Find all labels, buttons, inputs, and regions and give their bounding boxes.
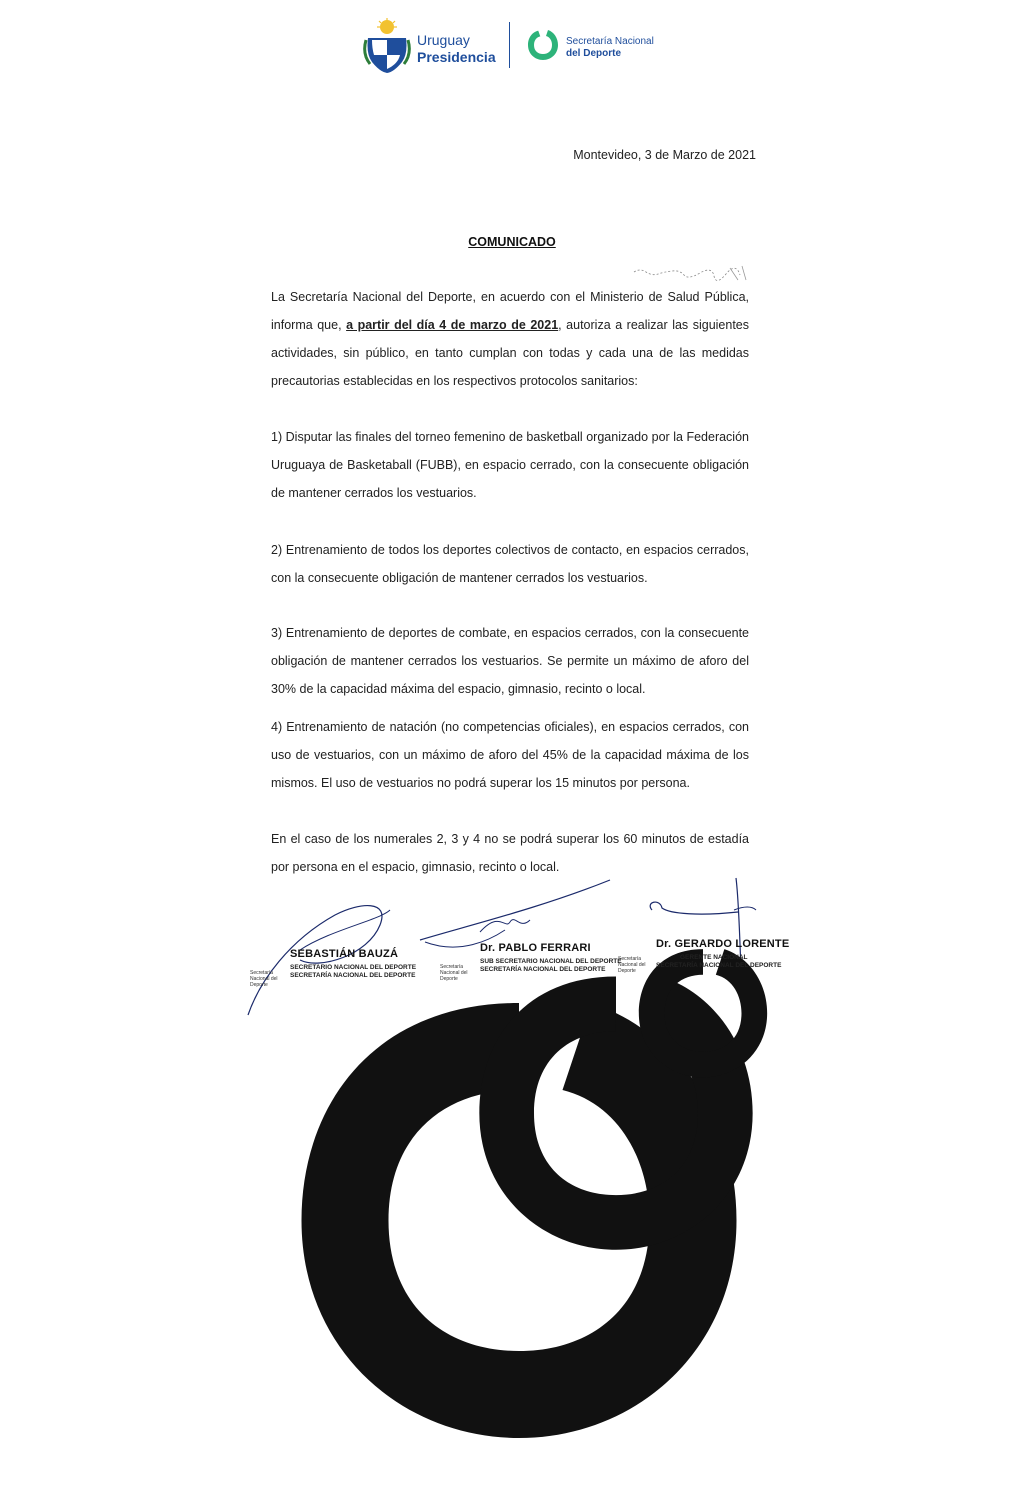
signatory-institution: SECRETARÍA NACIONAL DEL DEPORTE [656, 962, 782, 969]
signatory-name: Dr. GERARDO LORENTE [656, 938, 790, 950]
signatory-name: Dr. PABLO FERRARI [480, 942, 591, 954]
signatory-logo-caption: Secretaría Nacional del Deporte [618, 956, 646, 974]
signatory-logo-caption: Secretaría Nacional del Deporte [250, 970, 278, 988]
intro-paragraph [271, 283, 749, 395]
closing-paragraph: En el caso de los numerales 2, 3 y 4 no se podrá superar los 60 minutos de estadía por persona en el espacio, gimnasio, recinto o local. [271, 832, 749, 874]
snd-logo-icon [525, 26, 561, 64]
letterhead [362, 16, 662, 78]
date-line: Montevideo, 3 de Marzo de 2021 [573, 148, 756, 162]
uruguay-title: Uruguay [417, 32, 470, 48]
list-item: 1) Disputar las finales del torneo femenino de basketball organizado por la Federación Uruguaya de Basketaball (FUBB), en espacio cerrado, con la consecuente obligación de mantener cerrados los vestuarios. [271, 430, 749, 500]
signatory-role: SUB SECRETARIO NACIONAL DEL DEPORTE [480, 958, 622, 965]
signatory-institution: SECRETARÍA NACIONAL DEL DEPORTE [290, 972, 416, 979]
list-item: 4) Entrenamiento de natación (no competencias oficiales), en espacios cerrados, con uso de vestuarios, con un máximo de aforo del 45% de la capacidad máxima de los mismos. El uso de vestuarios no podrá superar los 15 minutos por persona. [271, 720, 749, 790]
list-item: 2) Entrenamiento de todos los deportes colectivos de contacto, en espacios cerrados, con la consecuente obligación de mantener cerrados los vestuarios. [271, 543, 749, 585]
effective-date-highlight: a partir del día 4 de marzo de 2021 [346, 318, 559, 332]
signature-area [240, 870, 790, 1020]
list-item: 3) Entrenamiento de deportes de combate, en espacios cerrados, con la consecuente obligación de mantener cerrados los vestuarios. Se permite un máximo de aforo del 30% de la capacidad máxima del espacio, gimnasio, recinto o local. [271, 626, 749, 696]
coat-of-arms-icon [362, 18, 412, 74]
document-title: COMUNICADO [468, 235, 556, 249]
snd-title-line1: Secretaría Nacional [566, 36, 654, 47]
signatory-name: SEBASTIÁN BAUZÁ [290, 948, 399, 960]
presidencia-title: Presidencia [417, 49, 496, 65]
header-divider [509, 22, 510, 68]
intro-text-end: , autoriza a realizar las siguientes actividades, sin público, en tanto cumplan con todas y cada una de las medidas precautorias establecidas en los respectivos protocolos sanitarios: [271, 318, 749, 388]
signatory-role: GERENTE NACIONAL [680, 954, 748, 961]
signatory-role: SECRETARIO NACIONAL DEL DEPORTE [290, 964, 417, 971]
snd-title-line2: del Deporte [566, 48, 622, 59]
intro-text-start: La Secretaría Nacional del Deporte, en acuerdo con el Ministerio de Salud Pública, informa que, [271, 290, 749, 332]
signatory-institution: SECRETARÍA NACIONAL DEL DEPORTE [480, 966, 606, 973]
signatory-logo-caption: Secretaría Nacional del Deporte [440, 964, 468, 982]
